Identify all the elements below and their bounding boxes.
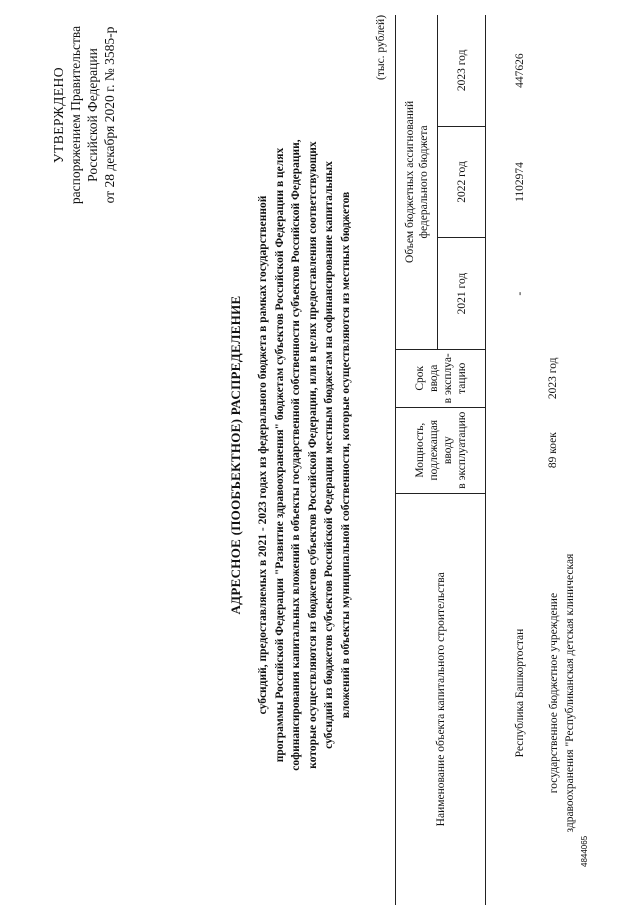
- header-budget-line: федерального бюджета: [417, 125, 430, 239]
- approval-stamp-title: УТВЕРЖДЕНО: [51, 66, 66, 164]
- units-label: (тыс. рублей): [375, 14, 387, 80]
- document-title: АДРЕСНОЕ (ПООБЪЕКТНОЕ) РАСПРЕДЕЛЕНИЕ: [228, 295, 243, 615]
- region-name: Республика Башкортостан: [514, 628, 526, 758]
- header-term-line: Срок: [413, 365, 426, 391]
- header-capacity-line: Мощность,: [413, 422, 426, 478]
- subtitle-line: софинансирования капитальных вложений в объекты государственной собственности субъектов Российской Федерации,: [290, 139, 302, 771]
- subtitle-line: субсидий, предоставляемых в 2021 - 2023 годах из федерального бюджета в рамках государственной: [257, 195, 269, 715]
- header-capacity-line: вводу: [441, 436, 454, 465]
- document-subtitle: [255, 105, 354, 805]
- table-row: [486, 15, 533, 905]
- object-name: [532, 493, 578, 905]
- object-value-2021: [532, 238, 578, 350]
- approval-line-government: Российской Федерации: [85, 48, 100, 182]
- header-object-name: Наименование объекта капитального строительства: [396, 493, 486, 905]
- header-capacity: [396, 407, 486, 493]
- header-term-line: в эксплуа-: [441, 353, 454, 404]
- header-capacity-line: в эксплуатацию: [455, 411, 468, 489]
- region-value-2021: -: [514, 291, 526, 296]
- approval-line-order: распоряжением Правительства: [68, 25, 83, 205]
- table-header: [396, 15, 486, 905]
- object-value-2022: [532, 126, 578, 238]
- header-term-line: ввода: [427, 364, 440, 392]
- region-value-2022: 1102974: [514, 162, 526, 202]
- object-name-line: здравоохранения "Республиканская детская клиническая: [564, 553, 576, 833]
- subtitle-line: которые осуществляются из бюджетов субъектов Российской Федерации, или в целях предоставления соответствующих: [306, 141, 319, 769]
- object-value-2023: [532, 15, 578, 126]
- subtitle-line: субсидий из бюджетов субъектов Российской Федерации местным бюджетам на софинансирование капитальных: [323, 161, 335, 749]
- object-term: 2023 год: [547, 357, 559, 400]
- header-year-2021: 2021 год: [438, 238, 486, 350]
- subtitle-line: вложений в объекты муниципальной собственности, которые осуществляются из местных бюджетов: [339, 191, 352, 719]
- region-capacity: [486, 407, 533, 493]
- document-number: 4844065: [580, 835, 589, 867]
- allocation-table: [395, 15, 578, 905]
- table-row: [532, 15, 578, 905]
- header-capacity-line: подлежащая: [427, 419, 440, 481]
- object-capacity: 89 коек: [547, 432, 559, 469]
- region-value-2023: 447626: [514, 53, 526, 88]
- header-term-line: тацию: [455, 362, 468, 394]
- approval-line-date-number: от 28 декабря 2020 г. № 3585-р: [102, 26, 117, 204]
- header-row: [396, 15, 438, 905]
- header-year-2023: 2023 год: [438, 15, 486, 126]
- header-budget-line: Объем бюджетных ассигнований: [403, 100, 416, 263]
- subtitle-line: программы Российской Федерации "Развитие здравоохранения" бюджетам субъектов Российской Федерации в целях: [273, 147, 286, 763]
- object-name-line: государственное бюджетное учреждение: [548, 592, 560, 794]
- approval-block: [50, 15, 118, 215]
- table-body: [486, 15, 579, 905]
- header-term: [396, 349, 486, 407]
- header-year-2022: 2022 год: [438, 126, 486, 238]
- region-term: [486, 349, 533, 407]
- header-budget: [396, 15, 438, 349]
